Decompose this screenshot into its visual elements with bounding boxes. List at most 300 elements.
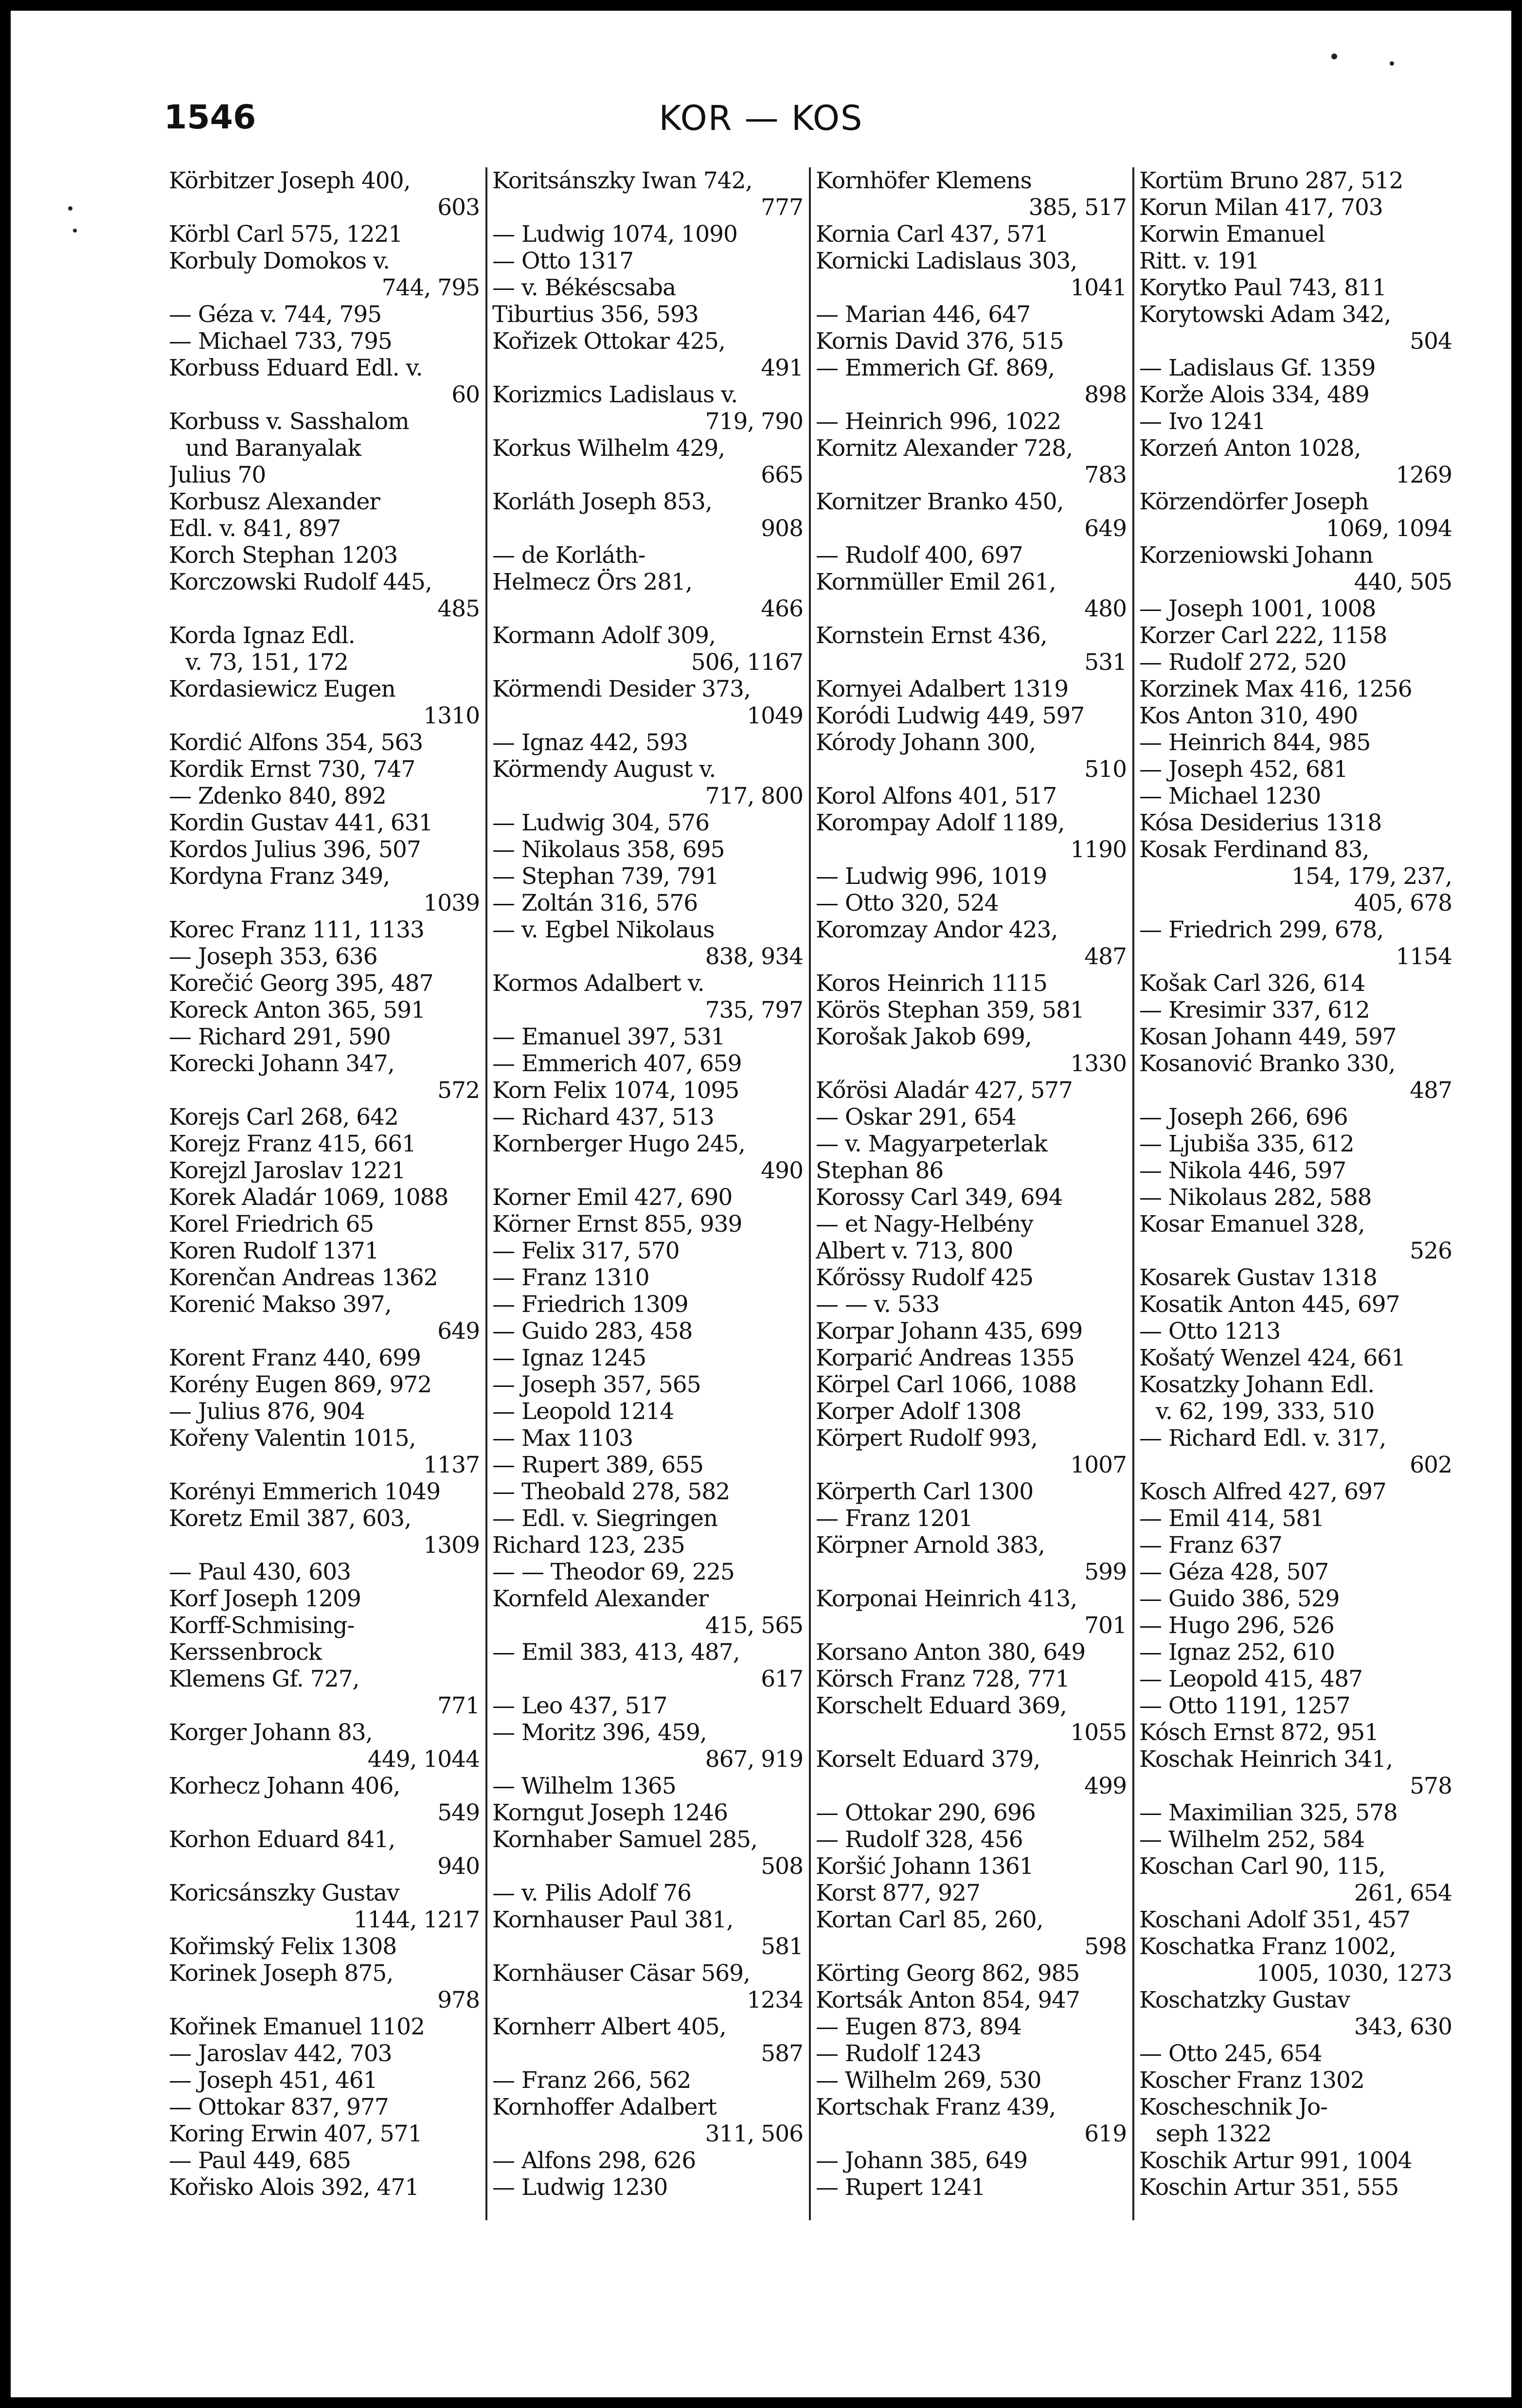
directory-line: 1041 [1070,274,1127,301]
directory-line: Kořisko Alois 392, 471 [169,2174,419,2201]
directory-line: Kornhoffer Adalbert [492,2094,716,2120]
directory-line: 405, 678 [1354,890,1452,916]
directory-line: — Ottokar 837, 977 [169,2094,389,2120]
directory-line: Koródi Ludwig 449, 597 [816,702,1085,729]
directory-line: Kornis David 376, 515 [816,328,1064,355]
directory-line: — Ignaz 252, 610 [1139,1639,1335,1666]
page-number: 1546 [164,98,256,137]
directory-line: Korper Adolf 1308 [816,1398,1021,1425]
directory-line: — Joseph 353, 636 [169,943,377,970]
directory-line: — Otto 1317 [492,248,634,274]
directory-line: Korch Stephan 1203 [169,542,398,569]
directory-line: Koromzay Andor 423, [816,916,1058,943]
directory-line: Richard 123, 235 [492,1532,685,1559]
directory-line: — Friedrich 1309 [492,1291,688,1318]
directory-line: — Otto 320, 524 [816,890,999,916]
directory-line: Korda Ignaz Edl. [169,622,355,649]
directory-line: — Ottokar 290, 696 [816,1799,1036,1826]
directory-line: Kormann Adolf 309, [492,622,716,649]
directory-line: Kordin Gustav 441, 631 [169,809,433,836]
directory-line: Kos Anton 310, 490 [1139,702,1358,729]
directory-line: — Guido 386, 529 [1139,1585,1340,1612]
directory-line: Korytowski Adam 342, [1139,301,1391,328]
directory-line: — Heinrich 844, 985 [1139,729,1371,756]
directory-line: Kosar Emanuel 328, [1139,1211,1365,1238]
directory-line: Koretz Emil 387, 603, [169,1505,412,1532]
directory-line: — Emil 414, 581 [1139,1505,1325,1532]
directory-line: Korže Alois 334, 489 [1139,381,1369,408]
directory-line: 343, 630 [1354,2013,1452,2040]
print-speck [1390,61,1394,66]
directory-line: 1330 [1070,1050,1127,1077]
directory-line: — Nikola 446, 597 [1139,1157,1346,1184]
directory-line: 480 [1084,595,1127,622]
directory-line: Körting Georg 862, 985 [816,1960,1080,1987]
directory-line: — Paul 430, 603 [169,1559,351,1585]
directory-line: Korbusz Alexander [169,488,380,515]
directory-line: — Joseph 452, 681 [1139,756,1348,783]
directory-line: 908 [761,515,803,542]
directory-line: — Zdenko 840, 892 [169,783,386,809]
directory-line: Korngut Joseph 1246 [492,1799,728,1826]
directory-line: Körbl Carl 575, 1221 [169,221,403,248]
directory-line: — Paul 449, 685 [169,2147,351,2174]
directory-line: Kornberger Hugo 245, [492,1131,745,1157]
directory-line: 1069, 1094 [1325,515,1452,542]
directory-line: Kőrösi Aladár 427, 577 [816,1077,1073,1104]
directory-line: 506, 1167 [691,649,803,676]
directory-line: — v. Pilis Adolf 76 [492,1880,692,1906]
directory-line: Korkus Wilhelm 429, [492,435,725,462]
directory-line: Edl. v. 841, 897 [169,515,341,542]
directory-line: — Maximilian 325, 578 [1139,1799,1397,1826]
directory-line: — Ignaz 442, 593 [492,729,688,756]
directory-line: — Julius 876, 904 [169,1398,365,1425]
directory-line: Kósch Ernst 872, 951 [1139,1719,1379,1746]
directory-line: Körmendi Desider 373, [492,676,751,702]
directory-line: — Rudolf 272, 520 [1139,649,1346,676]
directory-line: Korparić Andreas 1355 [816,1345,1074,1371]
directory-line: Kořizek Ottokar 425, [492,328,725,355]
directory-line: Kornitzer Branko 450, [816,488,1064,515]
directory-line: — Edl. v. Siegringen [492,1505,718,1532]
directory-line: — Franz 1310 [492,1264,649,1291]
directory-line: 415, 565 [705,1612,803,1639]
directory-line: 777 [761,194,803,221]
directory-line: — Leopold 1214 [492,1398,674,1425]
directory-line: 1234 [747,1987,803,2013]
directory-line: Korol Alfons 401, 517 [816,783,1057,809]
directory-line: — Johann 385, 649 [816,2147,1028,2174]
directory-line: 838, 934 [705,943,803,970]
directory-line: Košak Carl 326, 614 [1139,970,1365,997]
directory-line: Kornmüller Emil 261, [816,569,1056,595]
directory-line: Kosan Johann 449, 597 [1139,1024,1397,1050]
directory-line: Helmecz Örs 281, [492,569,692,595]
directory-line: — Felix 317, 570 [492,1238,680,1264]
directory-line: Kornicki Ladislaus 303, [816,248,1077,274]
directory-line: — Eugen 873, 894 [816,2013,1021,2040]
directory-line: Kőrössy Rudolf 425 [816,1264,1034,1291]
directory-line: Korpar Johann 435, 699 [816,1318,1083,1345]
directory-line: Körsch Franz 728, 771 [816,1666,1070,1692]
directory-line: 466 [761,595,803,622]
page-header [11,98,1511,152]
directory-line: Koschatzky Gustav [1139,1987,1350,2013]
directory-line: Kortüm Bruno 287, 512 [1139,167,1403,194]
directory-line: — Nikolaus 282, 588 [1139,1184,1372,1211]
print-speck [73,229,77,233]
directory-line: — Emmerich Gf. 869, [816,355,1055,381]
directory-line: — Leo 437, 517 [492,1692,667,1719]
directory-line: Korinek Joseph 875, [169,1960,394,1987]
directory-line: Kosatzky Johann Edl. [1139,1371,1375,1398]
directory-line: 581 [761,1933,803,1960]
directory-line: Kortsák Anton 854, 947 [816,1987,1080,2013]
directory-line: — Franz 637 [1139,1532,1282,1559]
directory-line: Korhon Eduard 841, [169,1826,395,1853]
directory-line: — Joseph 451, 461 [169,2067,377,2094]
directory-line: 449, 1044 [367,1746,480,1773]
print-speck [68,206,72,211]
directory-line: — Alfons 298, 626 [492,2147,696,2174]
directory-line: — Joseph 357, 565 [492,1371,701,1398]
directory-line: Kordos Julius 396, 507 [169,836,421,863]
directory-line: 599 [1084,1559,1127,1585]
directory-line: 587 [761,2040,803,2067]
directory-line: — Leopold 415, 487 [1139,1666,1362,1692]
directory-line: 617 [761,1666,803,1692]
directory-line: Kerssenbrock [169,1639,322,1666]
directory-line: — Ignaz 1245 [492,1345,646,1371]
directory-line: Korláth Joseph 853, [492,488,712,515]
directory-line: — Moritz 396, 459, [492,1719,707,1746]
directory-line: Julius 70 [169,462,266,488]
directory-line: Korzer Carl 222, 1158 [1139,622,1387,649]
directory-line: Korselt Eduard 379, [816,1746,1040,1773]
column-1 [164,167,487,2220]
directory-page [11,11,1511,2397]
directory-line: 508 [761,1853,803,1880]
directory-line: Korošak Jakob 699, [816,1024,1032,1050]
directory-line: Korschelt Eduard 369, [816,1692,1067,1719]
directory-line: — Franz 266, 562 [492,2067,691,2094]
directory-line: Korizmics Ladislaus v. [492,381,738,408]
directory-line: 603 [437,194,480,221]
directory-line: Kořeny Valentin 1015, [169,1425,416,1452]
directory-line: Kórody Johann 300, [816,729,1036,756]
directory-line: Korn Felix 1074, 1095 [492,1077,739,1104]
directory-line: Koreck Anton 365, 591 [169,997,426,1024]
directory-line: Kordasiewicz Eugen [169,676,395,702]
directory-line: 701 [1084,1612,1127,1639]
directory-line: 311, 506 [705,2120,803,2147]
directory-line: Kosch Alfred 427, 697 [1139,1478,1386,1505]
directory-line: Körpel Carl 1066, 1088 [816,1371,1077,1398]
directory-line: Korzinek Max 416, 1256 [1139,676,1412,702]
column-3 [811,167,1134,2220]
directory-line: 717, 800 [705,783,803,809]
directory-line: Korec Franz 111, 1133 [169,916,424,943]
directory-line: Kornfeld Alexander [492,1585,709,1612]
directory-line: Korenić Makso 397, [169,1291,392,1318]
directory-line: Koschan Carl 90, 115, [1139,1853,1385,1880]
directory-line: — Emil 383, 413, 487, [492,1639,740,1666]
directory-line: 1005, 1030, 1273 [1256,1960,1452,1987]
directory-line: Kordyna Franz 349, [169,863,390,890]
directory-line: 490 [761,1157,803,1184]
directory-line: 1137 [423,1452,480,1478]
directory-line: Korwin Emanuel [1139,221,1325,248]
directory-line: Korytko Paul 743, 811 [1139,274,1386,301]
directory-line: Körner Ernst 855, 939 [492,1211,742,1238]
directory-line: — Guido 283, 458 [492,1318,693,1345]
directory-line: Korzeniowski Johann [1139,542,1373,569]
directory-line: — v. Békéscsaba [492,274,676,301]
directory-line: Kosak Ferdinand 83, [1139,836,1369,863]
directory-line: 1269 [1396,462,1452,488]
directory-line: Korponai Heinrich 413, [816,1585,1077,1612]
directory-line: — Jaroslav 442, 703 [169,2040,392,2067]
directory-line: Korzeń Anton 1028, [1139,435,1361,462]
directory-line: — Géza v. 744, 795 [169,301,382,328]
directory-line: Koritsánszky Iwan 742, [492,167,752,194]
directory-line: Kornia Carl 437, 571 [816,221,1049,248]
directory-line: 649 [437,1318,480,1345]
directory-line: — Joseph 266, 696 [1139,1104,1348,1131]
directory-line: Kosarek Gustav 1318 [1139,1264,1377,1291]
directory-columns [164,167,1458,2220]
directory-line: — v. Egbel Nikolaus [492,916,715,943]
directory-line: — Ludwig 1074, 1090 [492,221,737,248]
directory-line: Klemens Gf. 727, [169,1666,359,1692]
directory-line: 602 [1410,1452,1452,1478]
directory-line: Korbuly Domokos v. [169,248,390,274]
directory-line: Korejz Franz 415, 661 [169,1131,416,1157]
directory-line: — Wilhelm 1365 [492,1773,676,1799]
directory-line: — Franz 1201 [816,1505,973,1532]
directory-line: v. 73, 151, 172 [185,649,348,676]
directory-line: Korger Johann 83, [169,1719,373,1746]
directory-line: Koring Erwin 407, 571 [169,2120,422,2147]
directory-line: — Marian 446, 647 [816,301,1031,328]
directory-line: Kormos Adalbert v. [492,970,704,997]
directory-line: — Rudolf 328, 456 [816,1826,1023,1853]
directory-line: 783 [1084,462,1127,488]
directory-line: 649 [1084,515,1127,542]
directory-line: — Hugo 296, 526 [1139,1612,1334,1639]
directory-line: Körperth Carl 1300 [816,1478,1034,1505]
directory-line: — et Nagy-Helbény [816,1211,1033,1238]
directory-line: — Emanuel 397, 531 [492,1024,725,1050]
directory-line: 978 [437,1987,480,2013]
directory-line: Koscheschnik Jo- [1139,2094,1328,2120]
directory-line: 549 [437,1799,480,1826]
directory-line: Kordić Alfons 354, 563 [169,729,423,756]
directory-line: 154, 179, 237, [1291,863,1452,890]
directory-line: Kořinek Emanuel 1102 [169,2013,425,2040]
directory-line: — Otto 245, 654 [1139,2040,1322,2067]
directory-line: Koschin Artur 351, 555 [1139,2174,1399,2201]
directory-line: 619 [1084,2120,1127,2147]
directory-line: Körzendörfer Joseph [1139,488,1369,515]
directory-line: 499 [1084,1773,1127,1799]
directory-line: — — v. 533 [816,1291,940,1318]
directory-line: 735, 797 [705,997,803,1024]
directory-line: 531 [1084,649,1127,676]
directory-line: Korsano Anton 380, 649 [816,1639,1086,1666]
directory-line: Kornitz Alexander 728, [816,435,1073,462]
directory-line: Kortschak Franz 439, [816,2094,1056,2120]
directory-line: 504 [1410,328,1452,355]
print-speck [1331,54,1337,59]
directory-line: Korompay Adolf 1189, [816,809,1065,836]
directory-line: Koschani Adolf 351, 457 [1139,1906,1411,1933]
directory-line: — Ludwig 304, 576 [492,809,710,836]
directory-line: — Stephan 739, 791 [492,863,719,890]
directory-line: Korff-Schmising- [169,1612,355,1639]
directory-line: Koscher Franz 1302 [1139,2067,1364,2094]
directory-line: Korecki Johann 347, [169,1050,394,1077]
directory-line: und Baranyalak [185,435,361,462]
directory-line: — Richard 291, 590 [169,1024,391,1050]
directory-line: — Joseph 1001, 1008 [1139,595,1376,622]
directory-line: Kósa Desiderius 1318 [1139,809,1382,836]
directory-line: Korenčan Andreas 1362 [169,1264,438,1291]
directory-line: Korejs Carl 268, 642 [169,1104,398,1131]
directory-line: Korejzl Jaroslav 1221 [169,1157,406,1184]
directory-line: 1039 [423,890,480,916]
directory-line: 598 [1084,1933,1127,1960]
directory-line: 491 [761,355,803,381]
directory-line: Koršić Johann 1361 [816,1853,1034,1880]
directory-line: — v. Magyarpeterlak [816,1131,1047,1157]
directory-line: Korent Franz 440, 699 [169,1345,421,1371]
directory-line: Kortan Carl 85, 260, [816,1906,1043,1933]
directory-line: — Heinrich 996, 1022 [816,408,1061,435]
directory-line: 440, 505 [1354,569,1452,595]
directory-line: 526 [1410,1238,1452,1264]
directory-line: Körbitzer Joseph 400, [169,167,411,194]
directory-line: Korek Aladár 1069, 1088 [169,1184,448,1211]
directory-line: — Michael 1230 [1139,783,1321,809]
directory-line: — Richard Edl. v. 317, [1139,1425,1386,1452]
page-title: KOR — KOS [659,98,863,138]
directory-line: — Ivo 1241 [1139,408,1266,435]
directory-line: 940 [437,1853,480,1880]
directory-line: — Michael 733, 795 [169,328,392,355]
directory-line: 485 [437,595,480,622]
directory-line: Koschatka Franz 1002, [1139,1933,1396,1960]
directory-line: 385, 517 [1028,194,1127,221]
directory-line: Koren Rudolf 1371 [169,1238,379,1264]
directory-line: Korel Friedrich 65 [169,1211,374,1238]
directory-line: 572 [437,1077,480,1104]
directory-line: Korst 877, 927 [816,1880,980,1906]
directory-line: 1049 [747,702,803,729]
directory-line: 261, 654 [1354,1880,1452,1906]
directory-line: Korényi Emmerich 1049 [169,1478,441,1505]
directory-line: — Emmerich 407, 659 [492,1050,742,1077]
directory-line: — Nikolaus 358, 695 [492,836,725,863]
directory-line: Korhecz Johann 406, [169,1773,400,1799]
directory-line: — Kresimir 337, 612 [1139,997,1370,1024]
directory-line: — Wilhelm 269, 530 [816,2067,1041,2094]
directory-line: Korossy Carl 349, 694 [816,1184,1063,1211]
directory-line: Tiburtius 356, 593 [492,301,698,328]
directory-line: 487 [1084,943,1127,970]
directory-line: Korczowski Rudolf 445, [169,569,432,595]
directory-line: v. 62, 199, 333, 510 [1156,1398,1375,1425]
directory-line: — Friedrich 299, 678, [1139,916,1384,943]
directory-line: 1190 [1070,836,1127,863]
directory-line: 771 [437,1692,480,1719]
directory-line: Kornhöfer Klemens [816,167,1032,194]
directory-line: Korbuss Eduard Edl. v. [169,355,423,381]
directory-line: — Wilhelm 252, 584 [1139,1826,1365,1853]
directory-line: 1309 [423,1532,480,1559]
directory-line: Kornhaber Samuel 285, [492,1826,757,1853]
directory-line: Kosatik Anton 445, 697 [1139,1291,1400,1318]
directory-line: 1310 [423,702,480,729]
directory-line: — Richard 437, 513 [492,1104,714,1131]
column-4 [1134,167,1458,2220]
directory-line: 60 [451,381,480,408]
column-2 [487,167,811,2220]
directory-line: Koricsánszky Gustav [169,1880,399,1906]
directory-line: 578 [1410,1773,1452,1799]
directory-line: Kornherr Albert 405, [492,2013,726,2040]
directory-line: — Zoltán 316, 576 [492,890,698,916]
directory-line: — Ljubiša 335, 612 [1139,1131,1354,1157]
directory-line: 1007 [1070,1452,1127,1478]
directory-line: — Theobald 278, 582 [492,1478,730,1505]
directory-line: 510 [1084,756,1127,783]
directory-line: 898 [1084,381,1127,408]
directory-line: seph 1322 [1156,2120,1271,2147]
directory-line: 867, 919 [705,1746,803,1773]
directory-line: Körmendy August v. [492,756,716,783]
directory-line: Koros Heinrich 1115 [816,970,1047,997]
directory-line: Kořimský Felix 1308 [169,1933,397,1960]
directory-line: 1144, 1217 [353,1906,480,1933]
directory-line: — Rupert 389, 655 [492,1452,704,1478]
directory-line: 1055 [1070,1719,1127,1746]
directory-line: Koschak Heinrich 341, [1139,1746,1393,1773]
directory-line: Korner Emil 427, 690 [492,1184,733,1211]
directory-line: — Géza 428, 507 [1139,1559,1329,1585]
directory-line: — Max 1103 [492,1425,633,1452]
directory-line: Körpert Rudolf 993, [816,1425,1038,1452]
directory-line: Kordik Ernst 730, 747 [169,756,415,783]
directory-line: Korény Eugen 869, 972 [169,1371,432,1398]
directory-line: — de Korláth- [492,542,645,569]
directory-line: Kornhäuser Cäsar 569, [492,1960,750,1987]
directory-line: — Ludwig 1230 [492,2174,668,2201]
directory-line: — Ludwig 996, 1019 [816,863,1047,890]
directory-line: Kornstein Ernst 436, [816,622,1047,649]
directory-line: Koschik Artur 991, 1004 [1139,2147,1412,2174]
directory-line: — Otto 1213 [1139,1318,1281,1345]
directory-line: — Rudolf 1243 [816,2040,981,2067]
directory-line: Kornhauser Paul 381, [492,1906,734,1933]
directory-line: — Rupert 1241 [816,2174,985,2201]
directory-line: 665 [761,462,803,488]
directory-line: — Rudolf 400, 697 [816,542,1023,569]
directory-line: Kosanović Branko 330, [1139,1050,1396,1077]
directory-line: Korf Joseph 1209 [169,1585,361,1612]
directory-line: Kornyei Adalbert 1319 [816,676,1069,702]
